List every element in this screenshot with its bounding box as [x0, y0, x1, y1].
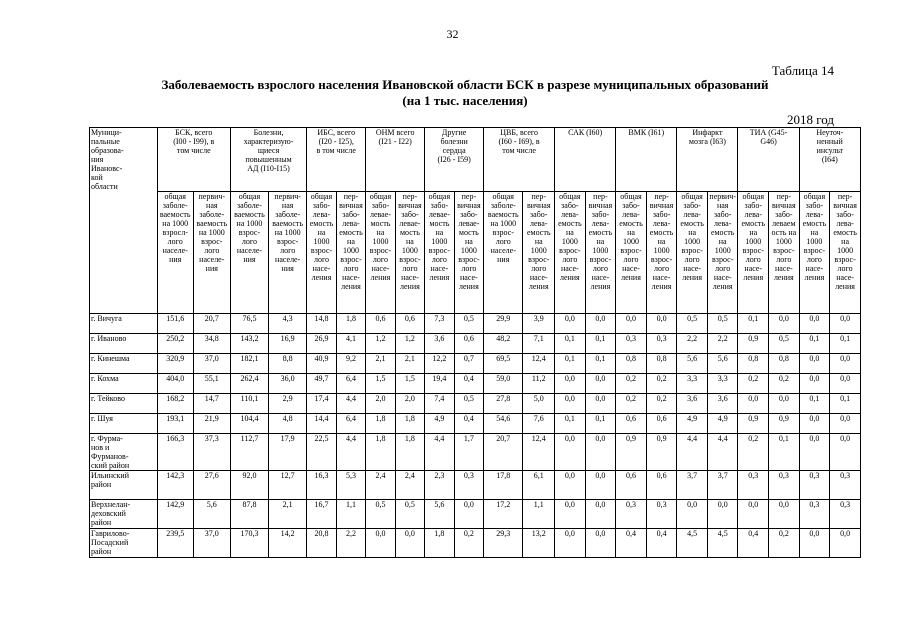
- value-cell: 0,2: [616, 394, 647, 414]
- value-cell: 2,0: [366, 394, 395, 414]
- value-cell: 16,9: [269, 334, 307, 354]
- value-cell: 1,2: [395, 334, 424, 354]
- value-cell: 0,0: [555, 314, 586, 334]
- value-cell: 182,1: [230, 354, 268, 374]
- value-cell: 48,2: [484, 334, 523, 354]
- value-cell: 0,1: [799, 394, 830, 414]
- subcolumn-header: общая забо- лева- емость на 1000 взрос- лого насе- ления: [307, 192, 336, 314]
- value-cell: 2,1: [395, 354, 424, 374]
- table-row: [90, 374, 861, 394]
- value-cell: 0,0: [616, 314, 647, 334]
- value-cell: 0,0: [830, 374, 861, 394]
- row-municipality: г. Тейково: [90, 394, 158, 414]
- subcolumn-header: первич- ная заболе- ваемость на 1000 взрос- лого населе- ния: [193, 192, 230, 314]
- value-cell: 0,2: [646, 394, 677, 414]
- value-cell: 29,9: [484, 314, 523, 334]
- value-cell: 3,3: [707, 374, 738, 394]
- value-cell: 0,3: [646, 500, 677, 529]
- value-cell: 36,0: [269, 374, 307, 394]
- title-line-2: (на 1 тыс. населения): [402, 93, 528, 108]
- value-cell: 0,3: [646, 334, 677, 354]
- table-row: [90, 500, 861, 529]
- value-cell: 0,3: [616, 334, 647, 354]
- value-cell: 49,7: [307, 374, 336, 394]
- value-cell: 193,1: [157, 414, 193, 434]
- value-cell: 0,9: [646, 434, 677, 471]
- value-cell: 2,0: [395, 394, 424, 414]
- value-cell: 4,4: [336, 434, 365, 471]
- value-cell: 0,3: [738, 471, 769, 500]
- value-cell: 20,8: [307, 529, 336, 558]
- value-cell: 0,2: [646, 374, 677, 394]
- value-cell: 0,4: [616, 529, 647, 558]
- value-cell: 0,5: [454, 314, 483, 334]
- group-header: ОНМ всего (I21 - I22): [366, 128, 425, 192]
- value-cell: 0,0: [555, 374, 586, 394]
- group-header: ТИА (G45- G46): [738, 128, 799, 192]
- subcolumn-header: первич- ная забо- лева- емость на 1000 взрос- лого насе- ления: [707, 192, 738, 314]
- value-cell: 3,6: [425, 334, 454, 354]
- value-cell: 12,4: [523, 354, 555, 374]
- subcolumn-header: первич- ная заболе- ваемость на 1000 взрос- лого населе- ния: [269, 192, 307, 314]
- value-cell: 5,6: [707, 354, 738, 374]
- table-label: Таблица 14: [771, 63, 834, 78]
- value-cell: 166,3: [157, 434, 193, 471]
- value-cell: 0,6: [395, 314, 424, 334]
- value-cell: 0,1: [585, 414, 616, 434]
- value-cell: 20,7: [193, 314, 230, 334]
- subcolumn-header: пер- вичная забо- леваем ость на 1000 взрос- лого насе- ления: [769, 192, 800, 314]
- value-cell: 404,0: [157, 374, 193, 394]
- subcolumn-header: общая забо- лева- емость на 1000 взрос- лого насе- ления: [616, 192, 647, 314]
- value-cell: 0,2: [769, 529, 800, 558]
- value-cell: 1,8: [336, 314, 365, 334]
- value-cell: 17,9: [269, 434, 307, 471]
- group-header: ЦВБ, всего (I60 - I69), в том числе: [484, 128, 555, 192]
- value-cell: 0,8: [769, 354, 800, 374]
- value-cell: 0,1: [769, 434, 800, 471]
- table-row: [90, 354, 861, 374]
- value-cell: 1,8: [425, 529, 454, 558]
- value-cell: 0,2: [616, 374, 647, 394]
- value-cell: 0,0: [555, 471, 586, 500]
- value-cell: 0,0: [769, 394, 800, 414]
- value-cell: 239,5: [157, 529, 193, 558]
- table-row: [90, 334, 861, 354]
- value-cell: 0,0: [830, 354, 861, 374]
- value-cell: 0,1: [555, 334, 586, 354]
- value-cell: 7,6: [523, 414, 555, 434]
- value-cell: 4,4: [677, 434, 708, 471]
- year-label: 2018 год: [787, 112, 834, 127]
- value-cell: 1,8: [395, 434, 424, 471]
- value-cell: 2,2: [677, 334, 708, 354]
- group-header: ВМК (I61): [616, 128, 677, 192]
- value-cell: 5,0: [523, 394, 555, 414]
- value-cell: 2,2: [707, 334, 738, 354]
- subcolumn-header: пер- вичная забо- лева- емость на 1000 взрос- лого насе- ления: [336, 192, 365, 314]
- value-cell: 20,7: [484, 434, 523, 471]
- value-cell: 0,3: [769, 471, 800, 500]
- value-cell: 0,0: [799, 529, 830, 558]
- morbidity-table: [89, 127, 861, 558]
- value-cell: 0,3: [830, 471, 861, 500]
- value-cell: 0,0: [585, 500, 616, 529]
- value-cell: 5,6: [193, 500, 230, 529]
- value-cell: 2,9: [269, 394, 307, 414]
- value-cell: 16,7: [307, 500, 336, 529]
- value-cell: 17,2: [484, 500, 523, 529]
- row-municipality: г. Фурма- нов и Фурманов- ский район: [90, 434, 158, 471]
- value-cell: 0,6: [646, 414, 677, 434]
- value-cell: 0,2: [454, 529, 483, 558]
- value-cell: 3,6: [677, 394, 708, 414]
- value-cell: 0,5: [769, 334, 800, 354]
- value-cell: 17,4: [307, 394, 336, 414]
- table-row: [90, 414, 861, 434]
- value-cell: 0,0: [395, 529, 424, 558]
- value-cell: 0,6: [646, 471, 677, 500]
- value-cell: 4,3: [269, 314, 307, 334]
- value-cell: 0,6: [616, 414, 647, 434]
- row-municipality: Гаврилово- Посадский район: [90, 529, 158, 558]
- value-cell: 0,0: [799, 374, 830, 394]
- page-number: 32: [446, 27, 459, 41]
- value-cell: 4,9: [677, 414, 708, 434]
- value-cell: 6,4: [336, 414, 365, 434]
- value-cell: 0,1: [799, 334, 830, 354]
- subcolumn-header: общая забо- левае- мость на 1000 взрос- лого насе- ления: [425, 192, 454, 314]
- value-cell: 1,8: [366, 414, 395, 434]
- value-cell: 5,6: [425, 500, 454, 529]
- value-cell: 0,2: [738, 374, 769, 394]
- value-cell: 7,3: [425, 314, 454, 334]
- value-cell: 0,1: [555, 354, 586, 374]
- value-cell: 0,3: [830, 500, 861, 529]
- value-cell: 0,1: [585, 334, 616, 354]
- value-cell: 0,0: [454, 500, 483, 529]
- row-municipality: г. Кохма: [90, 374, 158, 394]
- value-cell: 0,8: [738, 354, 769, 374]
- municipality-header: Муници- пальные образова- ния Ивановс- кой области: [90, 128, 158, 314]
- value-cell: 3,7: [707, 471, 738, 500]
- value-cell: 1,2: [366, 334, 395, 354]
- value-cell: 21,9: [193, 414, 230, 434]
- value-cell: 0,0: [830, 314, 861, 334]
- value-cell: 0,0: [585, 434, 616, 471]
- value-cell: 0,9: [769, 414, 800, 434]
- table-row: [90, 529, 861, 558]
- value-cell: 7,4: [425, 394, 454, 414]
- value-cell: 3,9: [523, 314, 555, 334]
- value-cell: 2,1: [366, 354, 395, 374]
- value-cell: 112,7: [230, 434, 268, 471]
- subcolumn-header: общая заболе- ваемость на 1000 взрос- лого населе- ния: [484, 192, 523, 314]
- subcolumn-header: пер- вичная забо- левае- мость на 1000 взрос- лого насе- ления: [395, 192, 424, 314]
- value-cell: 1,5: [395, 374, 424, 394]
- value-cell: 34,8: [193, 334, 230, 354]
- value-cell: 0,1: [555, 414, 586, 434]
- value-cell: 0,0: [646, 314, 677, 334]
- subcolumn-header: пер- вичная забо- лева- емость на 1000 взрос- лого насе- ления: [830, 192, 861, 314]
- subcolumn-header: общая забо- левае- мость на 1000 взрос- лого насе- ления: [366, 192, 395, 314]
- subcolumn-header: общая забо- лева- емость на 1000 взрос- лого насе- ления: [677, 192, 708, 314]
- value-cell: 0,5: [677, 314, 708, 334]
- value-cell: 37,0: [193, 354, 230, 374]
- value-cell: 0,5: [454, 394, 483, 414]
- value-cell: 170,3: [230, 529, 268, 558]
- value-cell: 37,3: [193, 434, 230, 471]
- value-cell: 0,0: [830, 414, 861, 434]
- subcolumn-header: пер- вичная забо- лева- емость на 1000 взрос- лого насе- ления: [646, 192, 677, 314]
- value-cell: 0,0: [555, 434, 586, 471]
- row-municipality: Верхнелан- деховский район: [90, 500, 158, 529]
- value-cell: 16,3: [307, 471, 336, 500]
- value-cell: 19,4: [425, 374, 454, 394]
- value-cell: 0,0: [738, 394, 769, 414]
- value-cell: 2,1: [269, 500, 307, 529]
- value-cell: 4,9: [425, 414, 454, 434]
- value-cell: 0,5: [707, 314, 738, 334]
- value-cell: 22,5: [307, 434, 336, 471]
- value-cell: 92,0: [230, 471, 268, 500]
- value-cell: 0,2: [738, 434, 769, 471]
- value-cell: 1,8: [366, 434, 395, 471]
- value-cell: 0,6: [454, 334, 483, 354]
- value-cell: 6,4: [336, 374, 365, 394]
- table-row: [90, 434, 861, 471]
- value-cell: 0,5: [366, 500, 395, 529]
- value-cell: 0,0: [555, 500, 586, 529]
- row-municipality: г. Шуя: [90, 414, 158, 434]
- value-cell: 0,0: [830, 434, 861, 471]
- value-cell: 0,5: [395, 500, 424, 529]
- value-cell: 0,0: [585, 314, 616, 334]
- value-cell: 4,8: [269, 414, 307, 434]
- value-cell: 4,5: [677, 529, 708, 558]
- table-title: [90, 77, 840, 109]
- value-cell: 37,0: [193, 529, 230, 558]
- value-cell: 0,1: [830, 334, 861, 354]
- table-row: [90, 394, 861, 414]
- value-cell: 5,6: [677, 354, 708, 374]
- value-cell: 0,0: [830, 529, 861, 558]
- value-cell: 0,0: [555, 394, 586, 414]
- value-cell: 4,4: [707, 434, 738, 471]
- value-cell: 27,8: [484, 394, 523, 414]
- value-cell: 0,3: [616, 500, 647, 529]
- value-cell: 1,1: [336, 500, 365, 529]
- value-cell: 0,1: [585, 354, 616, 374]
- value-cell: 1,7: [454, 434, 483, 471]
- value-cell: 27,6: [193, 471, 230, 500]
- value-cell: 262,4: [230, 374, 268, 394]
- value-cell: 250,2: [157, 334, 193, 354]
- value-cell: 0,0: [799, 414, 830, 434]
- value-cell: 142,9: [157, 500, 193, 529]
- value-cell: 69,5: [484, 354, 523, 374]
- value-cell: 40,9: [307, 354, 336, 374]
- value-cell: 12,7: [269, 471, 307, 500]
- value-cell: 0,4: [454, 374, 483, 394]
- group-header: САК (I60): [555, 128, 616, 192]
- value-cell: 0,0: [769, 500, 800, 529]
- value-cell: 1,8: [395, 414, 424, 434]
- row-municipality: г. Кинешма: [90, 354, 158, 374]
- value-cell: 143,2: [230, 334, 268, 354]
- group-header: Инфаркт мозга (I63): [677, 128, 738, 192]
- value-cell: 26,9: [307, 334, 336, 354]
- value-cell: 320,9: [157, 354, 193, 374]
- row-municipality: г. Иваново: [90, 334, 158, 354]
- value-cell: 0,7: [454, 354, 483, 374]
- value-cell: 0,9: [616, 434, 647, 471]
- value-cell: 0,9: [738, 414, 769, 434]
- value-cell: 0,0: [799, 434, 830, 471]
- value-cell: 0,2: [769, 374, 800, 394]
- row-municipality: Ильинский район: [90, 471, 158, 500]
- value-cell: 0,0: [585, 471, 616, 500]
- value-cell: 0,3: [454, 471, 483, 500]
- group-header: ИБС, всего (I20 - I25), в том числе: [307, 128, 366, 192]
- value-cell: 0,8: [616, 354, 647, 374]
- row-municipality: г. Вичуга: [90, 314, 158, 334]
- group-header: Другие болезни сердца (I26 - I59): [425, 128, 484, 192]
- value-cell: 0,0: [707, 500, 738, 529]
- value-cell: 0,1: [830, 394, 861, 414]
- value-cell: 17,8: [484, 471, 523, 500]
- value-cell: 1,5: [366, 374, 395, 394]
- value-cell: 4,1: [336, 334, 365, 354]
- value-cell: 142,3: [157, 471, 193, 500]
- value-cell: 0,6: [366, 314, 395, 334]
- value-cell: 0,0: [585, 374, 616, 394]
- value-cell: 12,2: [425, 354, 454, 374]
- value-cell: 4,5: [707, 529, 738, 558]
- value-cell: 0,0: [555, 529, 586, 558]
- value-cell: 54,6: [484, 414, 523, 434]
- subcolumn-header: общая забо- лева- емость на 1000 взрос- лого насе- ления: [738, 192, 769, 314]
- value-cell: 3,7: [677, 471, 708, 500]
- value-cell: 0,3: [799, 500, 830, 529]
- value-cell: 6,1: [523, 471, 555, 500]
- value-cell: 14,8: [307, 314, 336, 334]
- value-cell: 0,6: [616, 471, 647, 500]
- table-row: [90, 314, 861, 334]
- value-cell: 2,2: [336, 529, 365, 558]
- value-cell: 110,1: [230, 394, 268, 414]
- value-cell: 0,0: [799, 314, 830, 334]
- value-cell: 0,0: [585, 394, 616, 414]
- title-line-1: Заболеваемость взрослого населения Ивановской области БСК в разрезе муниципальных образований: [161, 77, 769, 92]
- group-header: Болезни, характеризую- щиеся повышенным АД (I10-I15): [230, 128, 306, 192]
- value-cell: 29,3: [484, 529, 523, 558]
- value-cell: 2,4: [366, 471, 395, 500]
- value-cell: 0,4: [738, 529, 769, 558]
- value-cell: 0,3: [799, 471, 830, 500]
- value-cell: 151,6: [157, 314, 193, 334]
- value-cell: 168,2: [157, 394, 193, 414]
- value-cell: 0,0: [585, 529, 616, 558]
- value-cell: 14,7: [193, 394, 230, 414]
- value-cell: 2,4: [395, 471, 424, 500]
- subcolumn-header: пер- вичная забо- лева- емость на 1000 взрос- лого насе- ления: [523, 192, 555, 314]
- value-cell: 4,9: [707, 414, 738, 434]
- subcolumn-header: общая забо- лева- емость на 1000 взрос- лого насе- ления: [555, 192, 586, 314]
- value-cell: 0,0: [799, 354, 830, 374]
- value-cell: 0,4: [454, 414, 483, 434]
- value-cell: 87,8: [230, 500, 268, 529]
- value-cell: 104,4: [230, 414, 268, 434]
- value-cell: 0,4: [646, 529, 677, 558]
- value-cell: 0,0: [769, 314, 800, 334]
- value-cell: 12,4: [523, 434, 555, 471]
- value-cell: 14,2: [269, 529, 307, 558]
- value-cell: 5,3: [336, 471, 365, 500]
- value-cell: 0,0: [738, 500, 769, 529]
- value-cell: 4,4: [336, 394, 365, 414]
- value-cell: 14,4: [307, 414, 336, 434]
- value-cell: 0,1: [738, 314, 769, 334]
- value-cell: 0,0: [366, 529, 395, 558]
- value-cell: 9,2: [336, 354, 365, 374]
- value-cell: 1,1: [523, 500, 555, 529]
- value-cell: 3,3: [677, 374, 708, 394]
- value-cell: 0,0: [677, 500, 708, 529]
- value-cell: 0,9: [738, 334, 769, 354]
- value-cell: 55,1: [193, 374, 230, 394]
- value-cell: 2,3: [425, 471, 454, 500]
- value-cell: 13,2: [523, 529, 555, 558]
- table-row: [90, 471, 861, 500]
- value-cell: 0,8: [646, 354, 677, 374]
- value-cell: 11,2: [523, 374, 555, 394]
- subcolumn-header: пер- вичная забо- лева- емость на 1000 взрос- лого насе- ления: [585, 192, 616, 314]
- subcolumn-header: общая заболе- ваемость на 1000 взросл- лого населе- ния: [157, 192, 193, 314]
- value-cell: 76,5: [230, 314, 268, 334]
- value-cell: 7,1: [523, 334, 555, 354]
- value-cell: 59,0: [484, 374, 523, 394]
- subcolumn-header: общая заболе- ваемость на 1000 взрос- лого населе- ния: [230, 192, 268, 314]
- group-header: Неуточ- ненный инсульт (I64): [799, 128, 860, 192]
- group-header: БСК, всего (I00 - I99), в том числе: [157, 128, 230, 192]
- value-cell: 8,8: [269, 354, 307, 374]
- subcolumn-header: общая забо- лева- емость на 1000 взрос- лого насе- ления: [799, 192, 830, 314]
- value-cell: 3,6: [707, 394, 738, 414]
- value-cell: 4,4: [425, 434, 454, 471]
- subcolumn-header: пер- вичная забо- левае- мость на 1000 взрос- лого насе- ления: [454, 192, 483, 314]
